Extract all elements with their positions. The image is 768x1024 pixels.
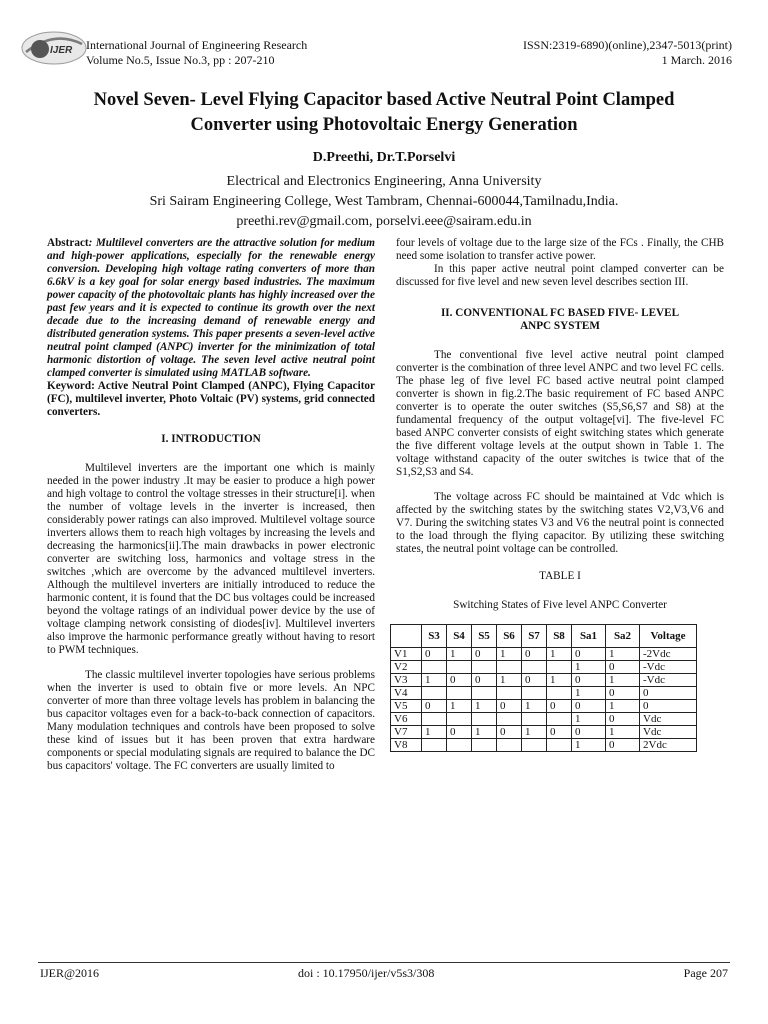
- state-label-cell: V4: [391, 687, 422, 700]
- table-cell: [497, 739, 522, 752]
- section-heading-introduction: I. INTRODUCTION: [161, 433, 261, 445]
- table-cell: 1: [422, 674, 447, 687]
- table-cell: [547, 687, 572, 700]
- table-cell: 1: [497, 648, 522, 661]
- table-cell: [422, 661, 447, 674]
- table-cell: [447, 687, 472, 700]
- author-emails: preethi.rev@gmail.com, porselvi.eee@sairam.edu.in: [236, 214, 532, 229]
- table-cell: [522, 713, 547, 726]
- publication-date: 1 March. 2016: [661, 53, 732, 67]
- table-row: [391, 713, 697, 726]
- keywords: Keyword: Active Neutral Point Clamped (ANPC), Flying Capacitor (FC), multilevel inverter, Photo Voltaic (PV) systems, grid connected converters.: [47, 380, 375, 418]
- table-header-cell: S7: [522, 625, 547, 648]
- table-cell: 1: [447, 648, 472, 661]
- paper-title: [40, 88, 728, 138]
- table-cell: 2Vdc: [640, 739, 697, 752]
- table-cell: 0: [472, 648, 497, 661]
- table-cell: 1: [497, 674, 522, 687]
- footer-copyright: IJER@2016: [40, 966, 100, 980]
- journal-name: International Journal of Engineering Research: [86, 38, 308, 52]
- table-cell: [447, 713, 472, 726]
- switching-states-table: [390, 624, 697, 752]
- table-cell: [547, 661, 572, 674]
- table-cell: 1: [522, 726, 547, 739]
- table-cell: 0: [447, 674, 472, 687]
- table-cell: [472, 739, 497, 752]
- table-cell: 0: [606, 687, 640, 700]
- table-cell: 0: [447, 726, 472, 739]
- paper-title-line-1: Novel Seven- Level Flying Capacitor based Active Neutral Point Clamped: [93, 90, 675, 110]
- state-label-cell: V2: [391, 661, 422, 674]
- table-row: [391, 674, 697, 687]
- table-cell: [497, 713, 522, 726]
- issn-info: [523, 38, 732, 68]
- abstract: [47, 237, 375, 380]
- table-header-row: [391, 625, 697, 648]
- right-paragraph-2: In this paper active neutral point clamped converter can be discussed for five level and new seven level describes section III.: [396, 263, 724, 288]
- table-cell: 1: [606, 726, 640, 739]
- table-header-cell: S3: [422, 625, 447, 648]
- table-cell: 1: [472, 700, 497, 713]
- table-header-cell: [391, 625, 422, 648]
- table-cell: 0: [572, 700, 606, 713]
- table-cell: [497, 687, 522, 700]
- table-cell: [472, 661, 497, 674]
- table-cell: 1: [547, 648, 572, 661]
- table-cell: [497, 661, 522, 674]
- state-label-cell: V8: [391, 739, 422, 752]
- table-header-cell: Sa2: [606, 625, 640, 648]
- table-cell: -2Vdc: [640, 648, 697, 661]
- table-cell: 1: [572, 687, 606, 700]
- table-cell: Vdc: [640, 726, 697, 739]
- table-caption: Switching States of Five level ANPC Converter: [453, 599, 667, 611]
- state-label-cell: V5: [391, 700, 422, 713]
- paper-title-line-2: Converter using Photovoltaic Energy Generation: [190, 115, 578, 135]
- table-cell: -Vdc: [640, 674, 697, 687]
- table-cell: 1: [522, 700, 547, 713]
- table-cell: 1: [422, 726, 447, 739]
- table-cell: 0: [547, 726, 572, 739]
- footer-divider: [38, 962, 730, 963]
- table-cell: 0: [606, 739, 640, 752]
- table-header-cell: S6: [497, 625, 522, 648]
- table-cell: 1: [472, 726, 497, 739]
- journal-volume: Volume No.5, Issue No.3, pp : 207-210: [86, 53, 275, 67]
- table-cell: 0: [422, 648, 447, 661]
- table-row: [391, 648, 697, 661]
- table-cell: 1: [606, 674, 640, 687]
- table-cell: [522, 661, 547, 674]
- intro-paragraph-1: Multilevel inverters are the important one which is mainly needed in the power industry .It may be easier to produce a high power and high voltage to control the voltage stresses in their structure[i]. when the number of voltage levels in the inverter is increased, then considerably power ratings can also improved. Multilevel voltage source inverters allows them to reach high voltages by increasing the levels and decreasing the harmonics[ii].The main drawbacks in power electronic converter are switching loss, harmonics and voltage stress in the switches ,which are overcome by the advanced multilevel inverters. Although the multilevel inverters are initially introduced to reduce the harmonic content, it is found that the DC bus voltages could be increased beyond the voltage ratings of an individual power device by the use of voltage clamping network consisting of diodes[iv]. Multilevel inverters also improve the harmonic performance greatly without having to resort to PWM techniques.: [47, 462, 375, 656]
- table-cell: [422, 739, 447, 752]
- table-row: [391, 687, 697, 700]
- table-cell: [472, 687, 497, 700]
- right-paragraph-1: four levels of voltage due to the large size of the FCs . Finally, the CHB need some isolation to transfer active power.: [396, 237, 724, 262]
- abstract-text: : Multilevel converters are the attractive solution for medium and high-power applications, especially for the renewable energy conversion. Developing high voltage rating converters of more than 6.6kV is a key goal for solar energy based industries. The maximum power capacity of the photovoltaic plants has highly increased over the past few years and it is expected to continue its growth over the next decade due to the increasing demand of renewable energy and distributed generation systems. This paper presents a seven-level active neutral point clamped (ANPC) inverter for the minimization of total harmonic distortion of voltage. The seven level active neutral point clamped converter is simulated using MATLAB software.: [47, 237, 375, 379]
- state-label-cell: V7: [391, 726, 422, 739]
- journal-info: [86, 38, 307, 68]
- footer-doi: doi : 10.17950/ijer/v5s3/308: [298, 966, 435, 980]
- table-cell: [547, 739, 572, 752]
- table-cell: [422, 713, 447, 726]
- table-title: TABLE I: [539, 570, 581, 582]
- section-heading-conventional: [396, 307, 724, 333]
- table-cell: [447, 661, 472, 674]
- right-paragraph-4: The voltage across FC should be maintained at Vdc which is affected by the switching states by the switching states V2,V3,V6 and V7. During the switching states V3 and V6 the neutral point is connected to the load through the flying capacitor. By utilizing these switching states, the neutral point voltage can be controlled.: [396, 491, 724, 555]
- table-row: [391, 700, 697, 713]
- intro-paragraph-2: The classic multilevel inverter topologies have serious problems when the inverter is used to obtain five or more levels. An NPC converter of more than three voltage levels has problem in balancing the bus capacitor voltages even for a back-to-back connection of capacitors. Many modulation techniques and controls have been proposed to solve these kind of issues but it has been proven that extra hardware components or special modulating signals are required to balance the DC bus capacitors' voltage. The FC converters are usually limited to: [47, 669, 375, 772]
- page-header: [20, 28, 732, 72]
- table-cell: -Vdc: [640, 661, 697, 674]
- section-heading-line-1: II. CONVENTIONAL FC BASED FIVE- LEVEL: [440, 307, 680, 319]
- journal-logo: [20, 28, 88, 68]
- issn: ISSN:2319-6890)(online),2347-5013(print): [523, 38, 732, 52]
- table-cell: Vdc: [640, 713, 697, 726]
- table-cell: [422, 687, 447, 700]
- table-header-cell: Voltage: [640, 625, 697, 648]
- table-row: [391, 726, 697, 739]
- affiliation-college: Sri Sairam Engineering College, West Tambram, Chennai-600044,Tamilnadu,India.: [149, 194, 619, 209]
- table-cell: 0: [572, 674, 606, 687]
- state-label-cell: V3: [391, 674, 422, 687]
- table-cell: 1: [547, 674, 572, 687]
- table-header-cell: S4: [447, 625, 472, 648]
- table-cell: 0: [606, 713, 640, 726]
- right-column: [396, 237, 724, 752]
- table-cell: 0: [572, 726, 606, 739]
- table-cell: 0: [422, 700, 447, 713]
- table-cell: 0: [522, 674, 547, 687]
- table-cell: 0: [572, 648, 606, 661]
- right-paragraph-3: The conventional five level active neutral point clamped converter is the combination of three level ANPC and two level FC cells. The phase leg of five level FC based active neutral point clamped converter is shown in fig.2.The basic requirement of FC based ANPC converter is to operate the outer switches (S5,S6,S7 and S8) at the fundamental frequency of the output voltage[vi]. The five-level FC based ANPC converter consists of eight switching states which generate the five different voltage levels at the output shown in Table 1. The voltage withstand capacity of the outer switches is twice that of the S1,S2,S3 and S4.: [396, 349, 724, 478]
- left-column: [47, 237, 375, 773]
- table-header-cell: S5: [472, 625, 497, 648]
- logo-text: IJER: [50, 45, 73, 56]
- table-cell: [447, 739, 472, 752]
- table-row: [391, 739, 697, 752]
- footer-page-number: Page 207: [683, 966, 728, 980]
- abstract-label: Abstract: [47, 237, 89, 249]
- table-cell: 0: [640, 700, 697, 713]
- table-cell: 0: [522, 648, 547, 661]
- affiliation-department: Electrical and Electronics Engineering, Anna University: [226, 174, 542, 189]
- authors: D.Preethi, Dr.T.Porselvi: [312, 150, 456, 165]
- table-cell: [522, 687, 547, 700]
- table-cell: 1: [606, 648, 640, 661]
- table-cell: 0: [640, 687, 697, 700]
- table-cell: 1: [572, 713, 606, 726]
- state-label-cell: V1: [391, 648, 422, 661]
- table-header-cell: S8: [547, 625, 572, 648]
- table-cell: 0: [497, 726, 522, 739]
- table-cell: [472, 713, 497, 726]
- table-cell: [522, 739, 547, 752]
- table-header-cell: Sa1: [572, 625, 606, 648]
- table-cell: 1: [572, 661, 606, 674]
- state-label-cell: V6: [391, 713, 422, 726]
- table-cell: 1: [572, 739, 606, 752]
- table-cell: 1: [447, 700, 472, 713]
- table-cell: 0: [497, 700, 522, 713]
- table-cell: 0: [606, 661, 640, 674]
- table-cell: 1: [606, 700, 640, 713]
- table-cell: [547, 713, 572, 726]
- table-cell: 0: [472, 674, 497, 687]
- section-heading-line-2: ANPC SYSTEM: [520, 320, 600, 332]
- table-row: [391, 661, 697, 674]
- table-cell: 0: [547, 700, 572, 713]
